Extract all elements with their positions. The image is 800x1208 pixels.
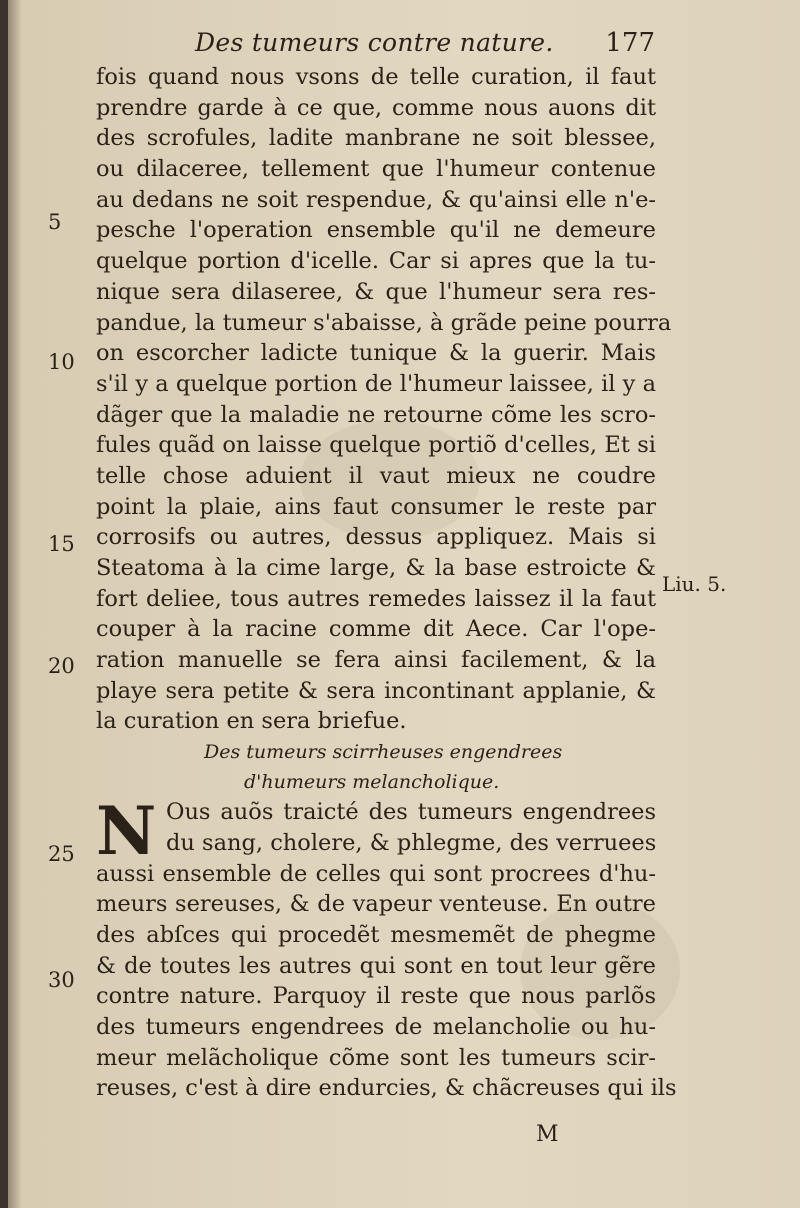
line-number: 10 xyxy=(48,350,75,374)
text-line: playe sera petite & sera incontinant applanie, & xyxy=(96,677,656,704)
text-line: corrosifs ou autres, dessus appliquez. Mais si xyxy=(96,524,656,551)
text-line: pandue, la tumeur s'abaisse, à grãde peine pourra xyxy=(96,309,672,336)
text-line: & de toutes les autres qui sont en tout leur gẽre xyxy=(96,952,656,979)
text-line: point la plaie, ains faut consumer le reste par xyxy=(96,493,656,520)
text-line: meurs sereuses, & de vapeur venteuse. En outre xyxy=(96,891,656,918)
margin-note: Liu. 5. xyxy=(662,572,727,596)
text-line: des scrofules, ladite manbrane ne soit blessee, xyxy=(96,125,656,152)
running-header xyxy=(195,28,655,62)
running-title: Des tumeurs contre nature. xyxy=(195,28,554,57)
text-line: ou dilaceree, tellement que l'humeur contenue xyxy=(96,156,656,183)
text-line: s'il y a quelque portion de l'humeur laissee, il y a xyxy=(96,370,656,397)
text-line: au dedans ne soit respendue, & qu'ainsi elle n'e- xyxy=(96,186,656,213)
text-line: fort deliee, tous autres remedes laissez il la faut xyxy=(96,585,656,612)
text-line: Ous auõs traicté des tumeurs engendrees xyxy=(166,799,656,826)
text-line: reuses, c'est à dire endurcies, & chãcreuses qui ils xyxy=(96,1075,677,1102)
line-number: 15 xyxy=(48,532,75,556)
text-line: pesche l'operation ensemble qu'il ne demeure xyxy=(96,217,656,244)
text-line: contre nature. Parquoy il reste que nous parlõs xyxy=(96,983,656,1010)
section-heading: Des tumeurs scirrheuses engendrees xyxy=(204,741,563,764)
text-line: des tumeurs engendrees de melancholie ou hu- xyxy=(96,1013,656,1040)
text-line: fois quand nous vsons de telle curation, il faut xyxy=(96,64,656,90)
section-heading-cont: d'humeurs melancholique. xyxy=(244,771,500,794)
text-line: du sang, cholere, & phlegme, des verruees xyxy=(166,829,657,856)
text-line: quelque portion d'icelle. Car si apres que la tu- xyxy=(96,248,656,275)
paragraph-start xyxy=(96,792,657,871)
book-spine-shadow xyxy=(0,0,8,1208)
text-line: on escorcher ladicte tunique & la guerir. Mais xyxy=(96,340,656,367)
line-number: 30 xyxy=(48,968,75,992)
text-line: des abſces qui procedẽt mesmemẽt de phegme xyxy=(96,921,656,948)
text-line: prendre garde à ce que, comme nous auons dit xyxy=(96,94,656,121)
text-line: fules quãd on laisse quelque portiõ d'celles, Et si xyxy=(96,432,656,459)
text-line: dãger que la maladie ne retourne cõme les scro- xyxy=(96,401,656,428)
signature-mark: M xyxy=(536,1122,559,1147)
text-line: couper à la racine comme dit Aece. Car l'ope- xyxy=(96,616,656,643)
text-line: ration manuelle se fera ainsi facilement, & la xyxy=(96,647,656,674)
text-line: meur melãcholique cõme sont les tumeurs scir- xyxy=(96,1044,656,1071)
text-line: telle chose aduient il vaut mieux ne coudre xyxy=(96,462,656,489)
text-line: nique sera dilaseree, & que l'humeur sera res- xyxy=(96,278,656,305)
drop-cap: N xyxy=(96,792,157,871)
page-number: 177 xyxy=(605,28,655,58)
text-line: aussi ensemble de celles qui sont procrees d'hu- xyxy=(96,860,656,887)
line-number: 5 xyxy=(48,210,62,234)
line-number: 20 xyxy=(48,654,75,678)
text-line: la curation en sera briefue. xyxy=(96,708,407,735)
body-text xyxy=(96,62,677,1104)
text-line: Steatoma à la cime large, & la base estroicte & xyxy=(96,555,656,581)
line-number: 25 xyxy=(48,842,75,866)
